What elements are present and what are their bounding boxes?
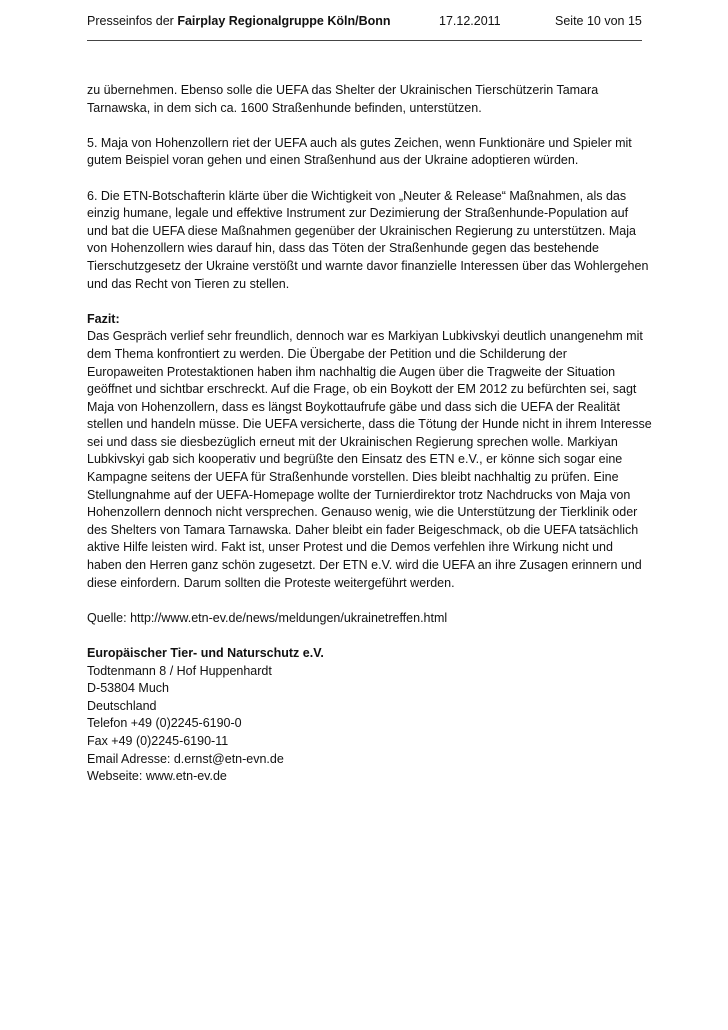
text-line: und das Recht von Tieren zu stellen. bbox=[87, 276, 290, 291]
text-line: Stellungnahme auf der UEFA-Homepage wollte der Turnierdirektor trotz Nachdrucks von Maja von bbox=[87, 487, 631, 502]
contact-block bbox=[87, 645, 647, 786]
paragraph-point-5 bbox=[87, 135, 647, 170]
contact-street: Todtenmann 8 / Hof Huppenhardt bbox=[87, 663, 272, 678]
contact-org: Europäischer Tier- und Naturschutz e.V. bbox=[87, 646, 324, 660]
header-date: 17.12.2011 bbox=[439, 14, 501, 28]
text-line: haben den Herren ganz schön zugesetzt. Der ETN e.V. wird die UEFA an ihre Zusagen erinnern und bbox=[87, 558, 642, 573]
text-line: stellen und handeln müsse. Die UEFA versicherte, dass die Tötung der Hunde nicht in ihrem Interesse bbox=[87, 417, 652, 432]
text-line: und bat die UEFA diese Maßnahmen gegenüber der Ukrainischen Regierung zu unterstützen. Maja bbox=[87, 223, 636, 238]
contact-country: Deutschland bbox=[87, 698, 157, 713]
text-line: von Hohenzollern wies darauf hin, dass das Töten der Straßenhunde gegen das bestehende bbox=[87, 241, 599, 256]
page-header bbox=[87, 12, 642, 48]
fazit-section bbox=[87, 311, 652, 593]
text-line: Lubkivskyi gab sich kooperativ und begrüßte den Einsatz des ETN e.V., er könne sich sogar eine bbox=[87, 452, 623, 467]
header-title bbox=[87, 12, 391, 30]
text-line: aktive Hilfe leisten wird. Fakt ist, unser Protest und die Demos verfehlen ihre Wirkung nicht und bbox=[87, 540, 613, 555]
fazit-heading: Fazit: bbox=[87, 311, 120, 326]
source-line: Quelle: http://www.etn-ev.de/news/meldungen/ukrainetreffen.html bbox=[87, 610, 448, 625]
document-body bbox=[87, 82, 652, 786]
header-page-number: Seite 10 von 15 bbox=[555, 14, 642, 28]
contact-phone: Telefon +49 (0)2245-6190-0 bbox=[87, 716, 242, 731]
text-line: Kampagne seitens der UEFA für Straßenhunde vorstellen. Dies bleibt nachhaltig zu prüfen. Eine bbox=[87, 470, 619, 485]
contact-fax: Fax +49 (0)2245-6190-11 bbox=[87, 733, 229, 748]
paragraph-shelter bbox=[87, 82, 647, 117]
text-line: diese einfordern. Darum sollten die Proteste weitergeführt werden. bbox=[87, 575, 455, 590]
text-line: 5. Maja von Hohenzollern riet der UEFA auch als gutes Zeichen, wenn Funktionäre und Spieler mit bbox=[87, 135, 632, 150]
header-org: Fairplay Regionalgruppe Köln/Bonn bbox=[177, 14, 391, 28]
text-line: des Shelters von Tamara Tarnawska. Daher bleibt ein fader Beigeschmack, ob die UEFA tatsächlich bbox=[87, 522, 639, 537]
text-line: Tierschutzgesetz der Ukraine verstößt und warnte davor finanzielle Interessen über das Wohlergehen bbox=[87, 258, 649, 273]
text-line: geöffnet und sichtbar erschreckt. Auf die Frage, ob ein Boykott der EM 2012 zu befürchten sei, sagt bbox=[87, 382, 637, 397]
text-line: dem Thema konfrontiert zu werden. Die Übergabe der Petition und die Schilderung der bbox=[87, 346, 567, 361]
text-line: Das Gespräch verlief sehr freundlich, dennoch war es Markiyan Lubkivskyi deutlich unangenehm mit bbox=[87, 329, 643, 344]
text-line: sei und dass sie diesbezüglich erneut mit der Ukrainischen Regierung sprechen wolle. Markiyan bbox=[87, 434, 618, 449]
text-line: Hohenzollern dennoch nicht versprechen. Genauso wenig, wie die Unterstützung der Tierklinik oder bbox=[87, 505, 638, 520]
header-divider bbox=[87, 40, 642, 41]
text-line: einzig humane, legale und effektive Instrument zur Dezimierung der Straßenhunde-Population auf bbox=[87, 206, 629, 221]
text-line: Maja von Hohenzollern, dass es längst Boykottaufrufe gäbe und dass sich die UEFA der Realität bbox=[87, 399, 620, 414]
source-section bbox=[87, 610, 647, 628]
header-prefix: Presseinfos der bbox=[87, 14, 178, 28]
paragraph-point-6 bbox=[87, 188, 647, 294]
text-line: Tarnawska, in dem sich ca. 1600 Straßenhunde befinden, unterstützen. bbox=[87, 100, 482, 115]
text-line: gutem Beispiel voran gehen und einen Straßenhund aus der Ukraine adoptieren würden. bbox=[87, 153, 579, 168]
text-line: Europaweiten Protestaktionen haben ihm nachhaltig die Augen über die Tragweite der Situation bbox=[87, 364, 616, 379]
text-line: 6. Die ETN-Botschafterin klärte über die Wichtigkeit von „Neuter & Release“ Maßnahmen, als das bbox=[87, 188, 627, 203]
contact-city: D-53804 Much bbox=[87, 681, 169, 696]
text-line: zu übernehmen. Ebenso solle die UEFA das Shelter der Ukrainischen Tierschützerin Tamara bbox=[87, 83, 599, 97]
contact-email: Email Adresse: d.ernst@etn-evn.de bbox=[87, 751, 284, 766]
contact-website: Webseite: www.etn-ev.de bbox=[87, 769, 227, 784]
